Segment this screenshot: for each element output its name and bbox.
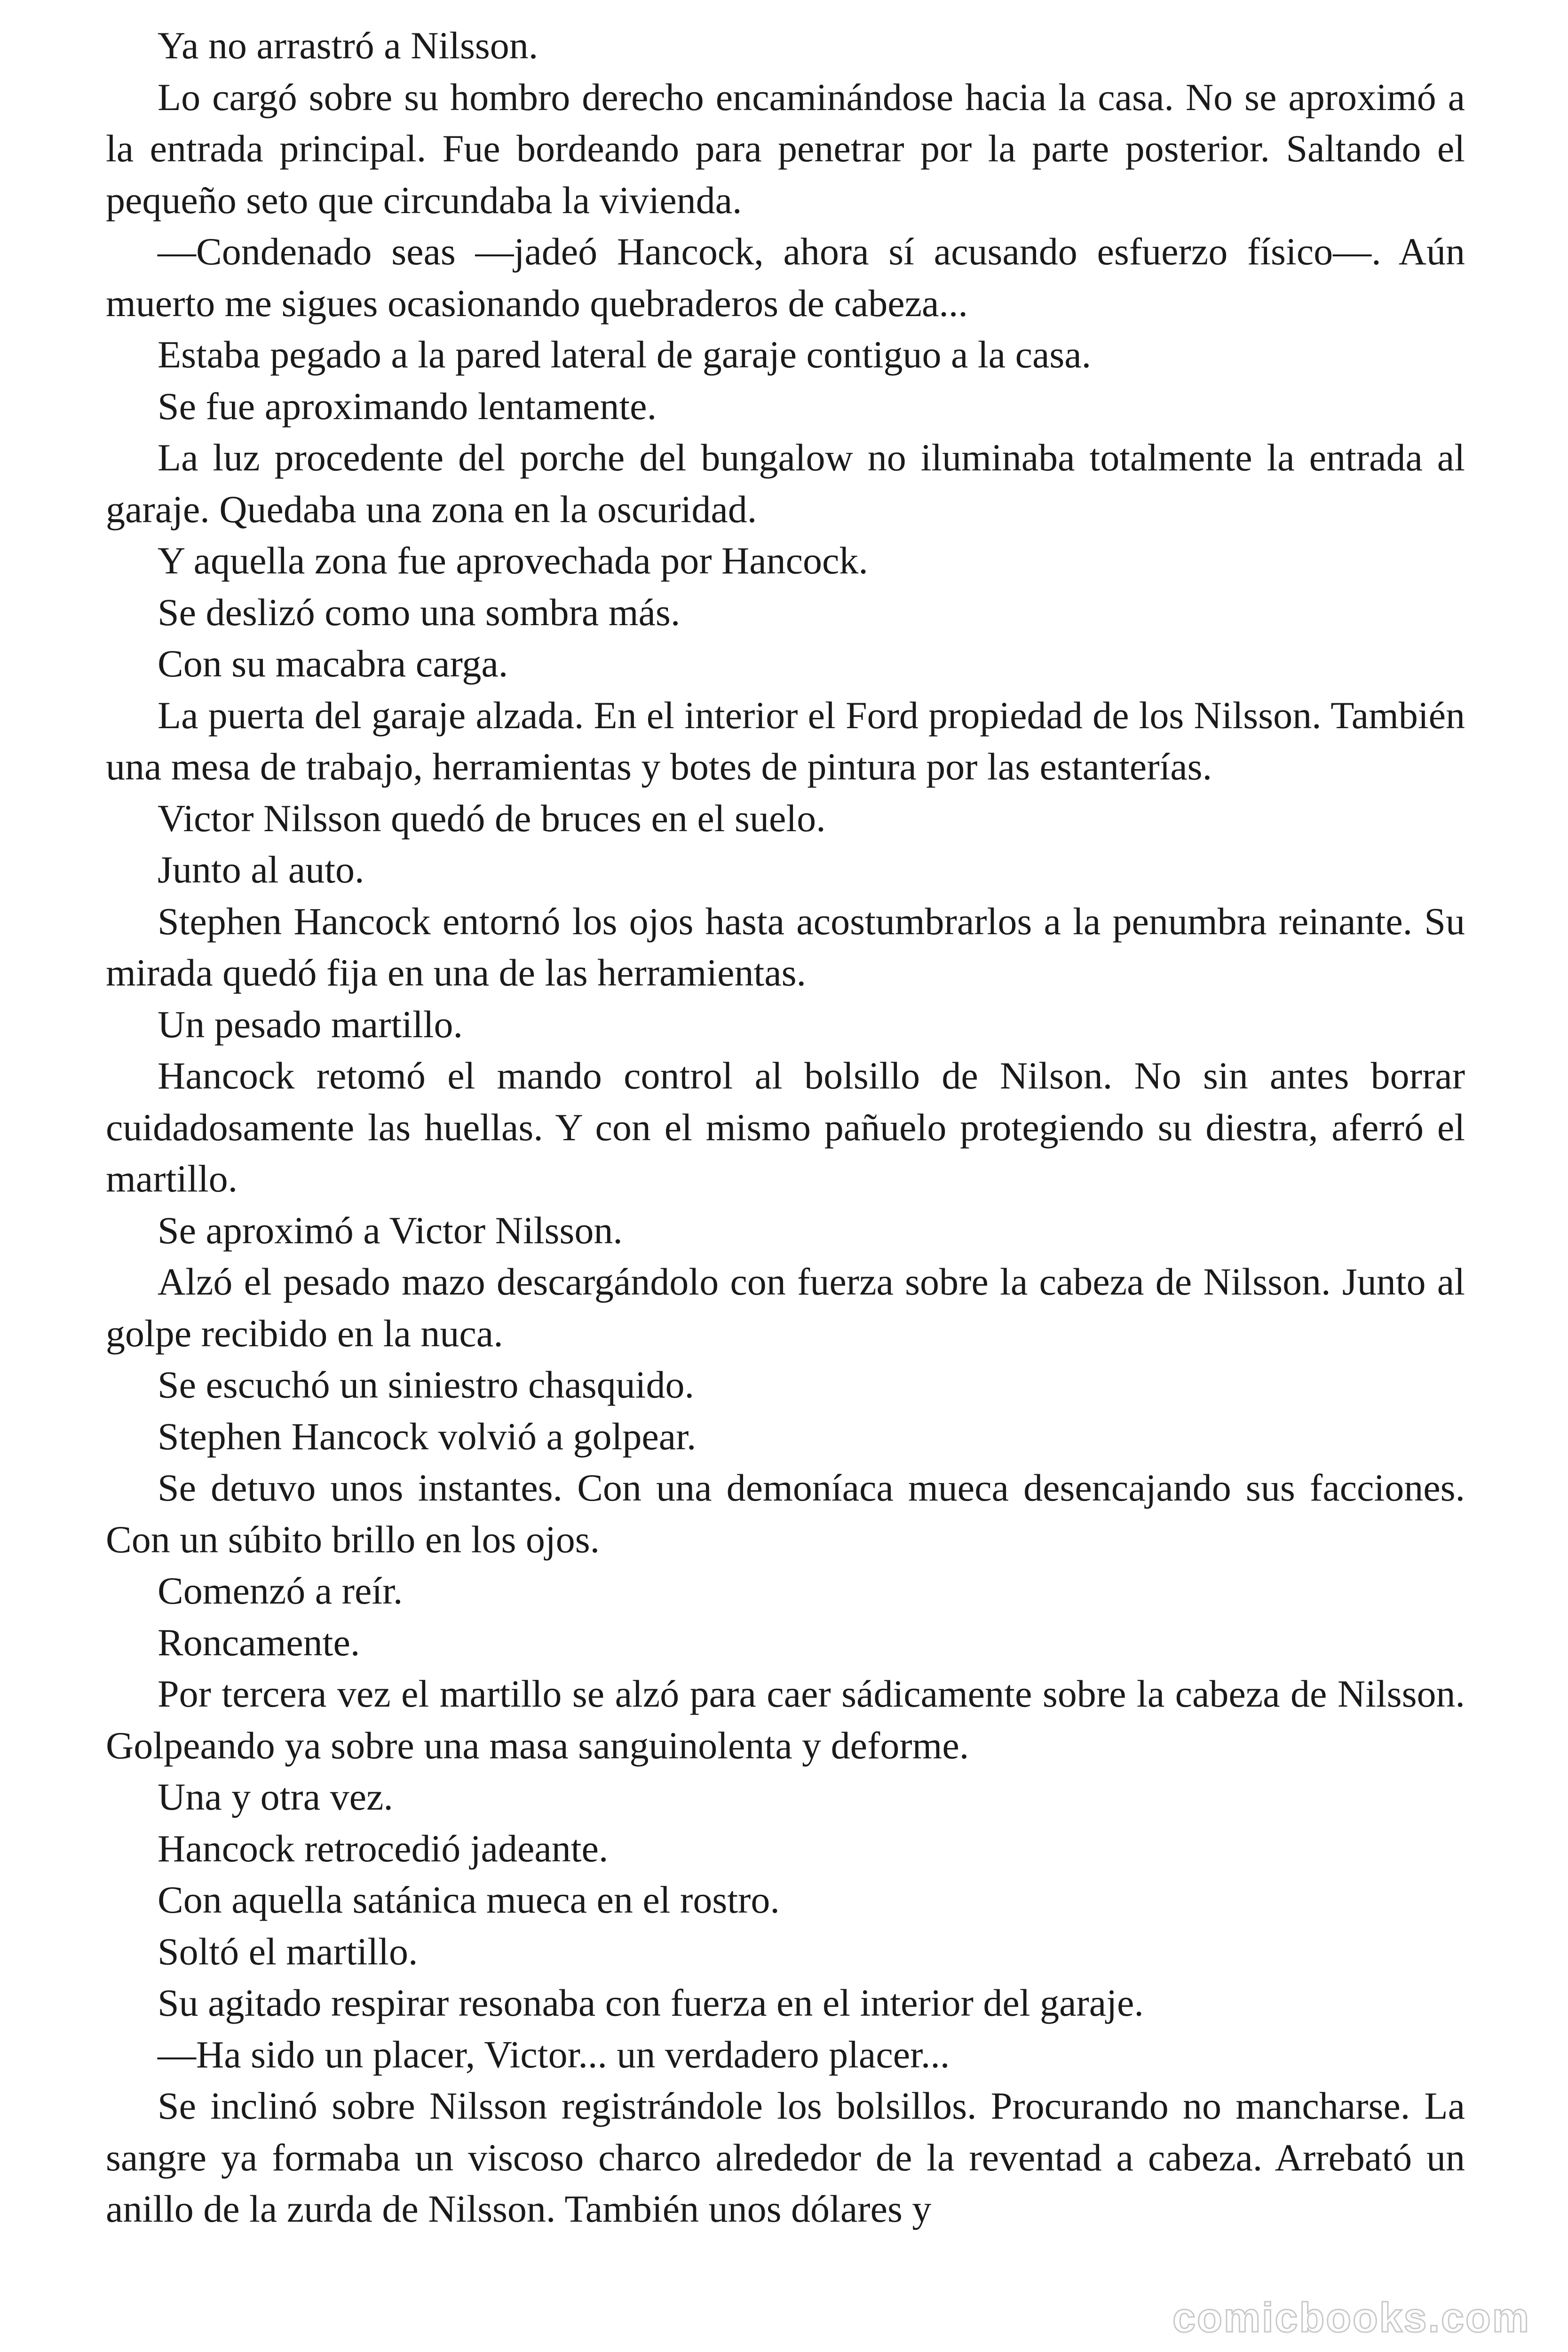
paragraph: Stephen Hancock volvió a golpear. [158,1414,697,1458]
paragraph: Soltó el martillo. [158,1930,418,1973]
paragraph: Hancock retomó el mando control al bolsillo de Nilson. No sin antes borrar cuidadosamente las huellas. Y con el mismo pañuelo protegiendo su diestra, aferró el martillo. [106,1054,1465,1200]
paragraph: Una y otra vez. [158,1775,393,1818]
paragraph: Junto al auto. [158,848,364,891]
paragraph: Estaba pegado a la pared lateral de garaje contiguo a la casa. [158,333,1092,376]
paragraph: Se inclinó sobre Nilsson registrándole los bolsillos. Procurando no mancharse. La sangre ya formaba un viscoso charco alrededor de la reventad a cabeza. Arrebató un anillo de la zurda de Nilsson. También unos dólares y [106,2084,1465,2230]
body-text [106,20,1465,2235]
paragraph: Se escuchó un siniestro chasquido. [158,1363,694,1406]
paragraph: Comenzó a reír. [158,1569,403,1612]
paragraph: Con su macabra carga. [158,642,508,685]
paragraph: Lo cargó sobre su hombro derecho encaminándose hacia la casa. No se aproximó a la entrada principal. Fue bordeando para penetrar por la parte posterior. Saltando el pequeño seto que circundaba la vivienda. [106,75,1465,222]
paragraph: Por tercera vez el martillo se alzó para caer sádicamente sobre la cabeza de Nilsson. Golpeando ya sobre una masa sanguinolenta y deforme. [106,1672,1465,1767]
paragraph: Un pesado martillo. [158,1002,463,1046]
paragraph: Se fue aproximando lentamente. [158,384,657,428]
paragraph: Stephen Hancock entornó los ojos hasta acostumbrarlos a la penumbra reinante. Su mirada quedó fija en una de las herramientas. [106,899,1465,994]
paragraph: Se deslizó como una sombra más. [158,590,681,634]
paragraph: Su agitado respirar resonaba con fuerza en el interior del garaje. [158,1981,1144,2024]
paragraph: Con aquella satánica mueca en el rostro. [158,1878,780,1921]
paragraph: La puerta del garaje alzada. En el interior el Ford propiedad de los Nilsson. También una mesa de trabajo, herramientas y botes de pintura por las estanterías. [106,693,1465,788]
paragraph: Roncamente. [158,1621,360,1664]
watermark: comicbooks.com [1172,2294,1530,2341]
paragraph: —Ha sido un placer, Victor... un verdadero placer... [158,2033,950,2076]
paragraph: La luz procedente del porche del bungalow no iluminaba totalmente la entrada al garaje. Quedaba una zona en la oscuridad. [106,436,1465,531]
paragraph: Ya no arrastró a Nilsson. [158,24,539,67]
paragraph: Alzó el pesado mazo descargándolo con fuerza sobre la cabeza de Nilsson. Junto al golpe recibido en la nuca. [106,1260,1465,1355]
paragraph: Se aproximó a Victor Nilsson. [158,1208,623,1252]
paragraph: Y aquella zona fue aprovechada por Hancock. [158,539,868,582]
paragraph: Hancock retrocedió jadeante. [158,1827,609,1870]
paragraph: Victor Nilsson quedó de bruces en el suelo. [158,796,826,840]
paragraph: Se detuvo unos instantes. Con una demoníaca mueca desencajando sus facciones. Con un súbito brillo en los ojos. [106,1466,1465,1561]
paragraph: —Condenado seas —jadeó Hancock, ahora sí acusando esfuerzo físico—. Aún muerto me sigues ocasionando quebraderos de cabeza... [106,230,1465,325]
